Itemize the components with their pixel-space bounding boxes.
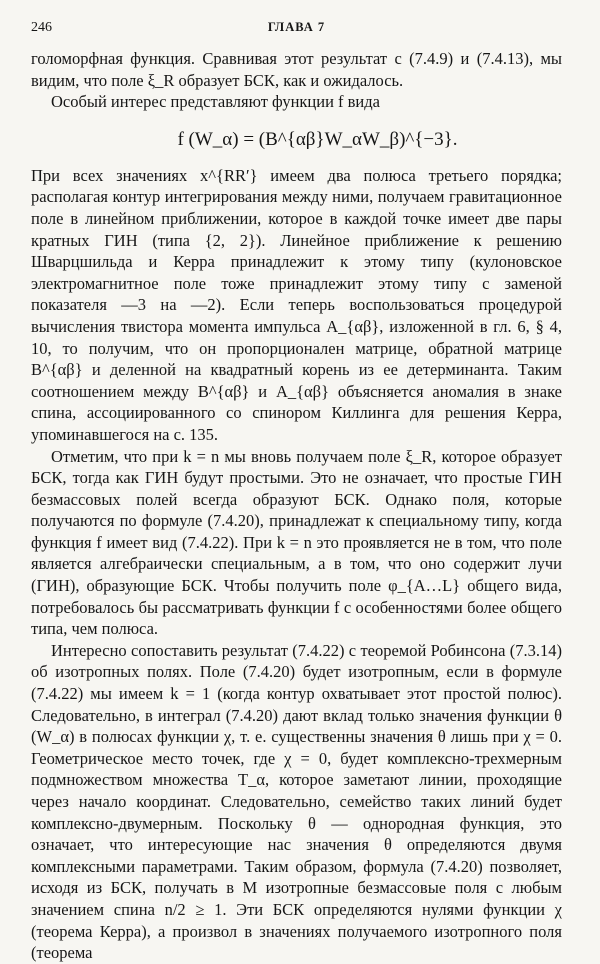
page-header — [31, 18, 562, 42]
paragraph-3: При всех значениях x^{RR′} имеем два полюса третьего порядка; располагая контур интегрирования между ними, получаем гравитационное поле в линейном приближении, которое в каждой точке имеет две пары кратных ГИН (типа {2, 2}). Линейное приближение к решению Шварцшильда и Керра принадлежит к этому типу (кулоновское электромагнитное поле тоже принадлежит этому типу с заменой показателя —3 на —2). Если теперь воспользоваться процедурой вычисления твистора момента импульса A_{αβ}, изложенной в гл. 6, § 4, 10, то получим, что он пропорционален матрице, обратной матрице B^{αβ} и деленной на квадратный корень из ее детерминанта. Таким соотношением между B^{αβ} и A_{αβ} объясняется аномалия в знаке спина, ассоциированного со спинором Киллинга для решения Керра, упоминавшегося на с. 135. — [31, 165, 562, 444]
display-formula: f (W_α) = (B^{αβ}W_αW_β)^{−3}. — [177, 128, 458, 150]
page-body — [31, 48, 562, 964]
paragraph-1: голоморфная функция. Сравнивая этот результат с (7.4.9) и (7.4.13), мы видим, что поле ξ_R образует БСК, как и ожидалось. — [31, 49, 562, 90]
paragraph-5: Интересно сопоставить результат (7.4.22) с теоремой Робинсона (7.3.14) об изотропных полях. Поле (7.4.20) будет изотропным, если в формуле (7.4.22) мы имеем k = 1 (когда контур охватывает этот простой полюс). Следовательно, в интеграл (7.4.20) дают вклад только значения функции θ (W_α) в полюсах функции χ, т. е. существенны значения θ лишь при χ = 0. Геометрическое место точек, где χ = 0, будет комплексно-трехмерным подмножеством множества T_α, которое заметают линии, проходящие через начало координат. Следовательно, семейство таких линий будет комплексно-двумерным. Поскольку θ — однородная функция, это означает, что интересующие нас значения θ определяются двумя комплексными параметрами. Таким образом, формула (7.4.20) позволяет, исходя из БСК, получать в M изотропные безмассовые поля с любым значением спина n/2 ≥ 1. Эти БСК определяются нулями функции χ (теорема Керра), а произвол в значениях получаемого изотропного поля (теорема — [31, 640, 562, 963]
running-head: ГЛАВА 7 — [267, 20, 326, 34]
page-number: 246 — [31, 20, 52, 35]
paragraph-2: Особый интерес представляют функции f вида — [51, 92, 380, 112]
paragraph-4: Отметим, что при k = n мы вновь получаем поле ξ_R, которое образует БСК, тогда как ГИН будут простыми. Это не означает, что простые ГИН безмассовых полей всегда образуют БСК. Однако поля, которые получаются по формуле (7.4.20), принадлежат к специальному типу, когда функция f имеет вид (7.4.22). При k = n это проявляется не в том, что поле является алгебраически специальным, а в том, что оно содержит лучи (ГИН), образующие БСК. Чтобы получить поле φ_{A…L} общего вида, потребовалось бы рассматривать функции f с особенностями более общего типа, чем полюса. — [31, 446, 562, 639]
